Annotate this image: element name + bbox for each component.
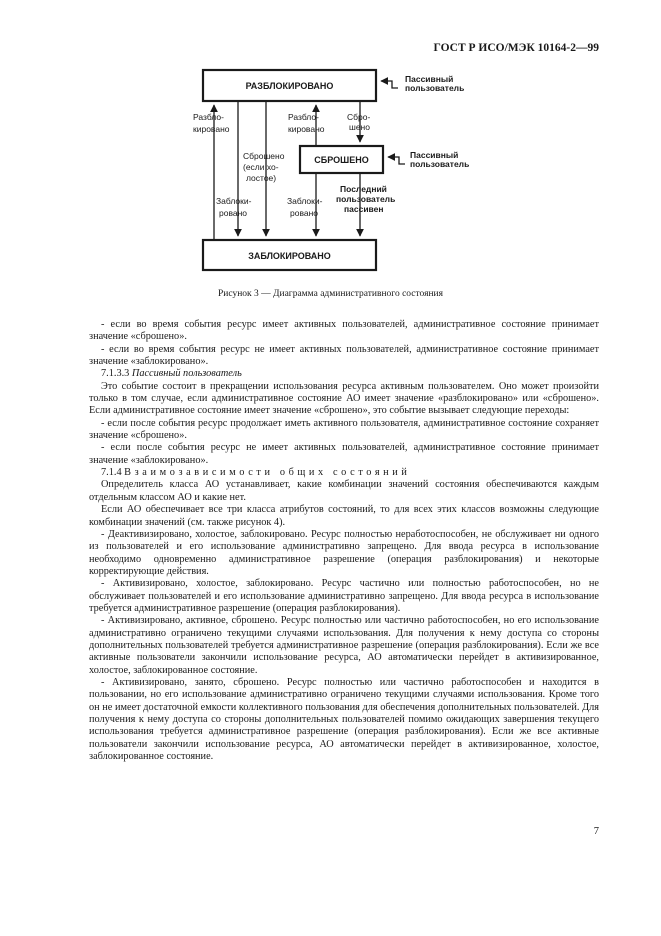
passive-user-label-2: Пассивный пользователь — [410, 150, 470, 169]
last-user-passive-label: Последний пользователь пассивен — [336, 184, 396, 214]
paragraph: Это событие состоит в прекращении использования ресурса активным пользователем. Оно может произойти только в том случае, если административное состояние АО имеет значение «разблокировано» или «сброшено». Если административное состояние имеет значение «сброшено», это событие вызывает следующие переходы: — [89, 380, 599, 417]
reset-label: Сбро- шено — [347, 112, 371, 132]
paragraph: - если после события ресурс продолжает иметь активного пользователя, административное состояние сохраняет значение «сброшено». — [89, 417, 599, 442]
passive-user-label-1: Пассивный пользователь — [405, 74, 465, 93]
arrow-passive-user-reset — [388, 157, 405, 164]
locked-label-mid: Заблоки- ровано — [287, 196, 323, 218]
state-unlocked-label: РАЗБЛОКИРОВАНО — [245, 81, 334, 91]
paragraph: - Активизировано, активное, сброшено. Ресурс полностью или частично работоспособен, но его использование административно ограничено текущими случаями использования. Для получения к нему доступа со стороны дополнительных пользователей требуется административное разрешение (операция разблокирования). Если же все активные пользователи закончили использование ресурса, АО автоматически перейдет в активизированное, холостое, заблокированное состояние. — [89, 615, 599, 676]
paragraph: - Активизировано, холостое, заблокировано. Ресурс частично или полностью работоспособен, но не обслуживает пользователей и его использование административно запрещено. Для ввода ресурса в использование требуется административное разрешение (операция разблокирования). — [89, 578, 599, 614]
section-title: Взаимозависимости общих состояний — [124, 467, 411, 479]
state-reset-label: СБРОШЕНО — [314, 155, 369, 165]
document-header: ГОСТ Р ИСО/МЭК 10164-2—99 — [433, 42, 599, 54]
state-locked-label: ЗАБЛОКИРОВАНО — [248, 251, 331, 261]
reset-if-idle-label: Сброшено (если хо- лостое) — [243, 151, 285, 183]
document-body — [89, 319, 599, 763]
admin-state-diagram — [0, 0, 661, 300]
paragraph: - если во время события ресурс не имеет активных пользователей, административное состояние принимает значение «заблокировано». — [89, 343, 599, 368]
page-number: 7 — [593, 826, 599, 837]
paragraph: Если АО обеспечивает все три класса атрибутов состояний, то для всех этих классов возможны следующие комбинации значений (см. также рисунок 4). — [89, 504, 599, 528]
figure-caption: Рисунок 3 — Диаграмма административного состояния — [217, 289, 443, 299]
section-number: 7.1.4 — [101, 467, 122, 479]
arrow-passive-user-unlocked — [381, 81, 398, 88]
section-number: 7.1.3.3 — [101, 368, 130, 380]
section-heading-7-1-4 — [89, 467, 599, 479]
unlocked-label-mid: Разбло- кировано — [288, 112, 325, 134]
paragraph: - если во время события ресурс имеет активных пользователей, административное состояние принимает значение «сброшено». — [89, 319, 599, 343]
paragraph: - если после события ресурс не имеет активных пользователей, административное состояние принимает значение «заблокировано». — [89, 442, 599, 466]
paragraph: - Деактивизировано, холостое, заблокировано. Ресурс полностью неработоспособен, не обслуживает ни одного из пользователей и его использование административно запрещено. Для ввода ресурса в использование необходимо одновременно административное разрешение (операция разблокирования) и некоторые корректирующие действия. — [89, 528, 599, 577]
paragraph: - Активизировано, занято, сброшено. Ресурс полностью или частично работоспособен и находится в пользовании, но его использование административно ограничено текущими случаями использования. Кроме того он не имеет достаточной емкости коллективного пользования для обеспечения дополнительных пользователей. Для получения к нему доступа со стороны дополнительных пользователей помимо ожидающих завершения текущего использования требуется административное разрешение (операция разблокирования). Если же все активные пользователи закончили использование ресурса, АО автоматически перейдет в активизированное, холостое, заблокированное состояние. — [89, 676, 599, 763]
paragraph: Определитель класса АО устанавливает, какие комбинации значений состояния обеспечиваются каждым отдельным классом АО и какие нет. — [89, 479, 599, 503]
unlocked-label-left: Разбло- кировано — [193, 112, 230, 134]
locked-label-left: Заблоки- ровано — [216, 196, 252, 218]
section-title: Пассивный пользователь — [131, 368, 242, 380]
section-heading-7-1-3-3 — [89, 368, 599, 380]
